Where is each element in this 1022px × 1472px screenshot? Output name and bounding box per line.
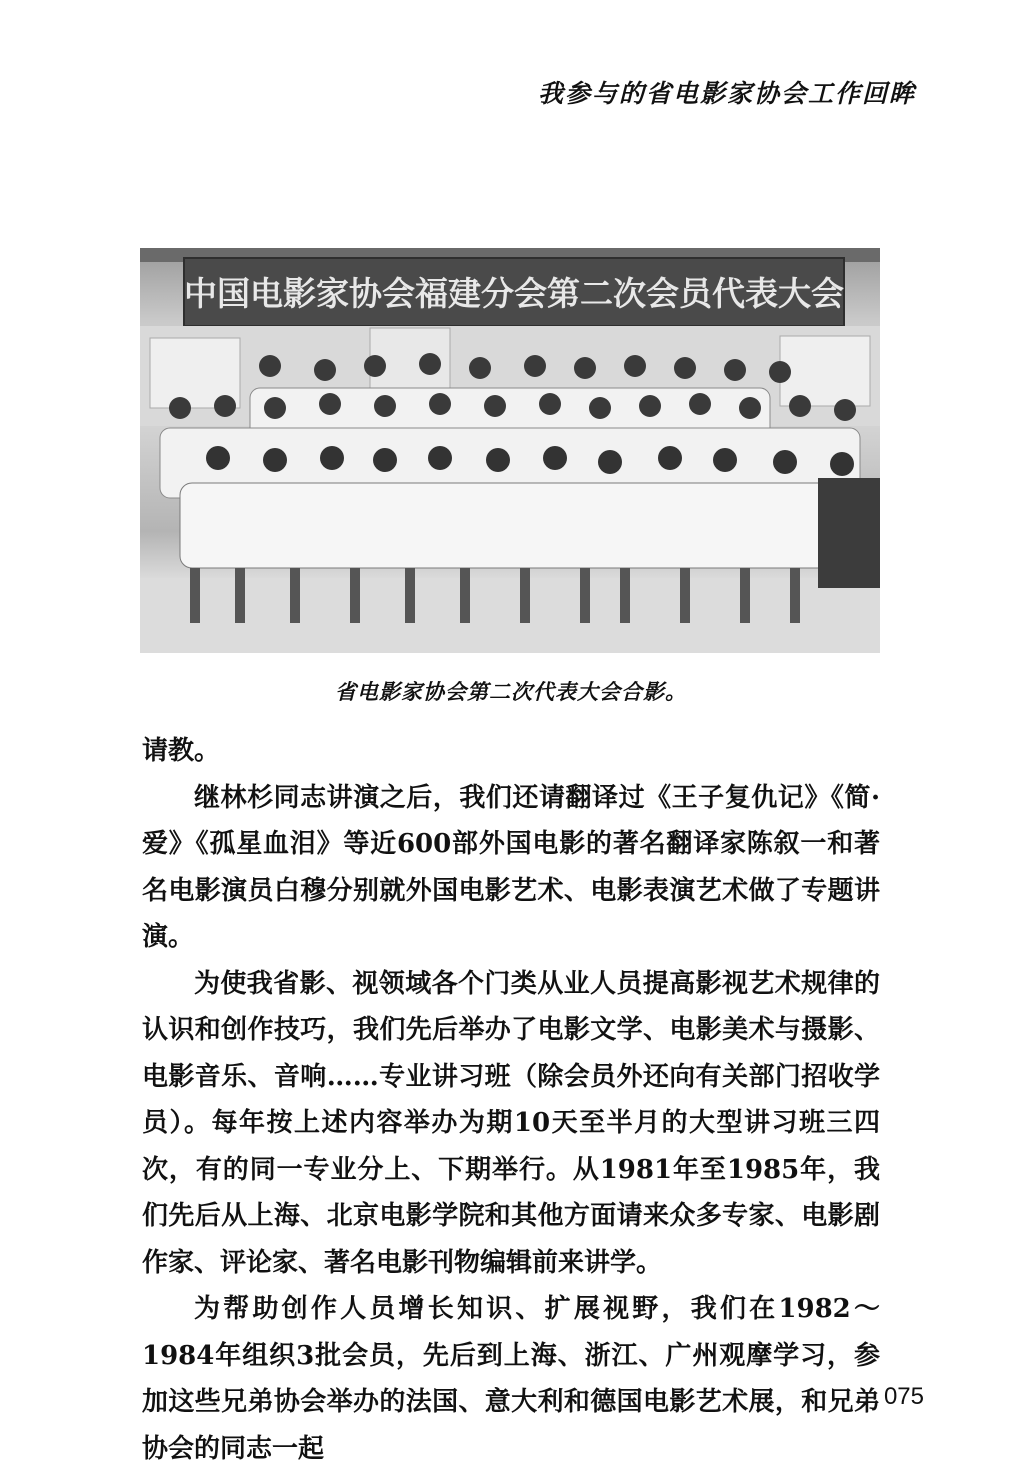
body-text: [142, 728, 880, 1472]
photo-caption: 省电影家协会第二次代表大会合影。: [335, 679, 687, 704]
banner-text: 中国电影家协会福建分会第二次会员代表大会: [184, 274, 844, 313]
group-photo: [140, 248, 880, 653]
paragraph: 为帮助创作人员增长知识、扩展视野，我们在1982～1984年组织3批会员，先后到上海、浙江、广州观摩学习，参加这些兄弟协会举办的法国、意大利和德国电影艺术展，和兄弟协会的同志一起: [142, 1294, 880, 1464]
page-number: 075: [883, 1383, 924, 1410]
paragraph: 请教。: [142, 736, 221, 766]
running-header: 我参与的省电影家协会工作回眸: [537, 79, 916, 108]
paragraph: 为使我省影、视领域各个门类从业人员提高影视艺术规律的认识和创作技巧，我们先后举办了电影文学、电影美术与摄影、电影音乐、音响……专业讲习班（除会员外还向有关部门招收学员）。每年按上述内容举办为期10天至半月的大型讲习班三四次，有的同一专业分上、下期举行。从1981年至1985年，我们先后从上海、北京电影学院和其他方面请来众多专家、电影剧作家、评论家、著名电影刊物编辑前来讲学。: [142, 968, 880, 1278]
paragraph: 继林杉同志讲演之后，我们还请翻译过《王子复仇记》《简·爱》《孤星血泪》等近600部外国电影的著名翻译家陈叙一和著名电影演员白穆分别就外国电影艺术、电影表演艺术做了专题讲演。: [142, 782, 880, 952]
